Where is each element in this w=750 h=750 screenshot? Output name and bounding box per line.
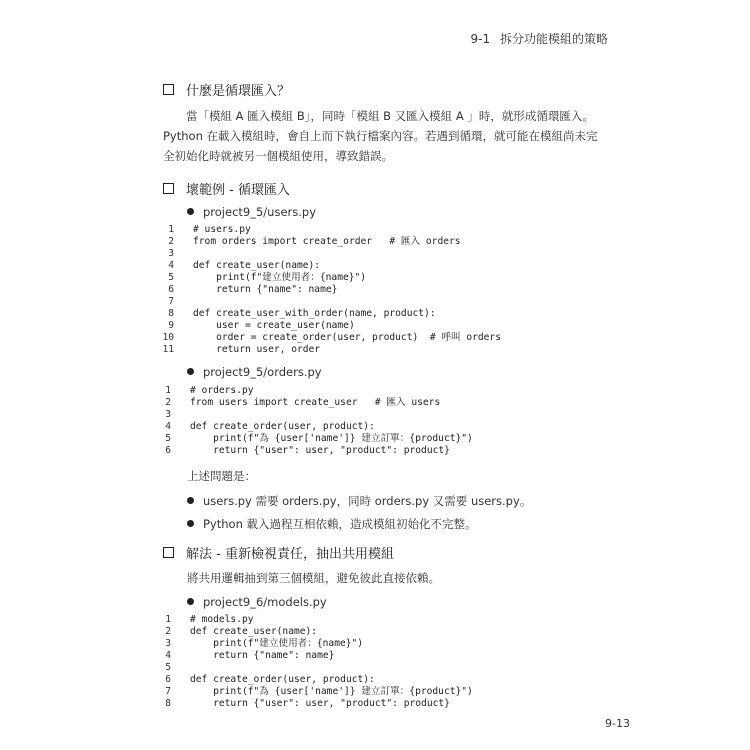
running-header (465, 30, 608, 47)
checkbox-square-icon (163, 183, 174, 194)
section-heading-solution (163, 543, 394, 562)
intro-line: 全初始化時就被另一個模組使用，導致錯誤。 (163, 149, 393, 163)
file-label-models (187, 595, 327, 609)
code-line: 5 print(f"建立使用者：{name}") (168, 272, 367, 283)
code-line: 8 return {"user": user, "product": product} (165, 698, 450, 709)
header-chapter-title: 拆分功能模組的策略 (499, 32, 608, 46)
section-title: 壞範例 - 循環匯入 (186, 183, 290, 198)
code-line: 6 return {"name": name} (168, 284, 338, 295)
code-line: 1 # models.py (165, 614, 254, 625)
code-line: 6 def create_order(user, product): (165, 674, 375, 685)
code-line: 7 (168, 296, 174, 307)
code-line: 3 (168, 248, 174, 259)
checkbox-square-icon (163, 547, 174, 558)
code-line: 3 print(f"建立使用者：{name}") (165, 638, 364, 649)
code-line: 11 return user, order (162, 344, 321, 355)
code-line: 4 def create_order(user, product): (165, 421, 375, 432)
code-block-models (157, 614, 627, 710)
code-line: 2 def create_user(name): (165, 626, 318, 637)
code-line: 3 (165, 409, 171, 420)
section-title: 解法 - 重新檢視責任，抽出共用模組 (186, 547, 394, 562)
code-line: 5 (165, 662, 171, 673)
code-line: 1 # orders.py (165, 385, 254, 396)
bullet-icon (187, 368, 194, 375)
file-label-orders (187, 365, 322, 379)
code-line: 2 from orders import create_order # 匯入 orders (168, 236, 461, 247)
bullet-icon (187, 598, 194, 605)
intro-paragraph (163, 106, 618, 166)
code-line: 4 return {"name": name} (165, 650, 335, 661)
file-name: project9_5/users.py (203, 205, 317, 219)
code-line: 1 # users.py (168, 224, 251, 235)
code-line: 10 order = create_order(user, product) # 呼叫 orders (162, 332, 501, 343)
code-line: 4 def create_user(name): (168, 260, 321, 271)
bullet-icon (187, 208, 194, 215)
intro-line: 當「模組 A 匯入模組 B」，同時「模組 B 又匯入模組 A 」時，就形成循環匯入。 (186, 109, 594, 123)
header-section-number: 9-1 (470, 32, 491, 46)
code-line: 7 print(f"為 {user['name']} 建立訂單：{product}") (165, 686, 473, 697)
file-name: project9_5/orders.py (203, 365, 322, 379)
page-number: 9-13 (605, 717, 630, 730)
problem-item: users.py 需要 orders.py，同時 orders.py 又需要 users.py。 (187, 493, 531, 509)
file-label-users (187, 205, 316, 219)
code-line: 6 return {"user": user, "product": product} (165, 445, 450, 456)
code-block-orders (157, 385, 627, 457)
problem-label: 上述問題是： (187, 469, 256, 483)
problem-item: Python 載入過程互相依賴，造成模組初始化不完整。 (187, 516, 477, 532)
intro-line: Python 在載入模組時，會自上而下執行檔案內容。若遇到循環，就可能在模組尚未完 (163, 129, 598, 143)
code-line: 5 print(f"為 {user['name']} 建立訂單：{product}") (165, 433, 473, 444)
code-line: 2 from users import create_user # 匯入 users (165, 397, 441, 408)
checkbox-square-icon (163, 84, 174, 95)
file-name: project9_6/models.py (203, 595, 327, 609)
solution-text: 將共用邏輯抽到第三個模組，避免彼此直接依賴。 (187, 571, 440, 585)
bullet-icon (187, 497, 194, 504)
bullet-icon (187, 520, 194, 527)
section-heading-bad-example (163, 179, 290, 198)
code-line: 8 def create_user_with_order(name, product): (168, 308, 436, 319)
code-line: 9 user = create_user(name) (168, 320, 355, 331)
section-heading-circular-import (163, 80, 290, 99)
code-block-users (160, 224, 630, 356)
section-title: 什麼是循環匯入？ (186, 84, 291, 99)
